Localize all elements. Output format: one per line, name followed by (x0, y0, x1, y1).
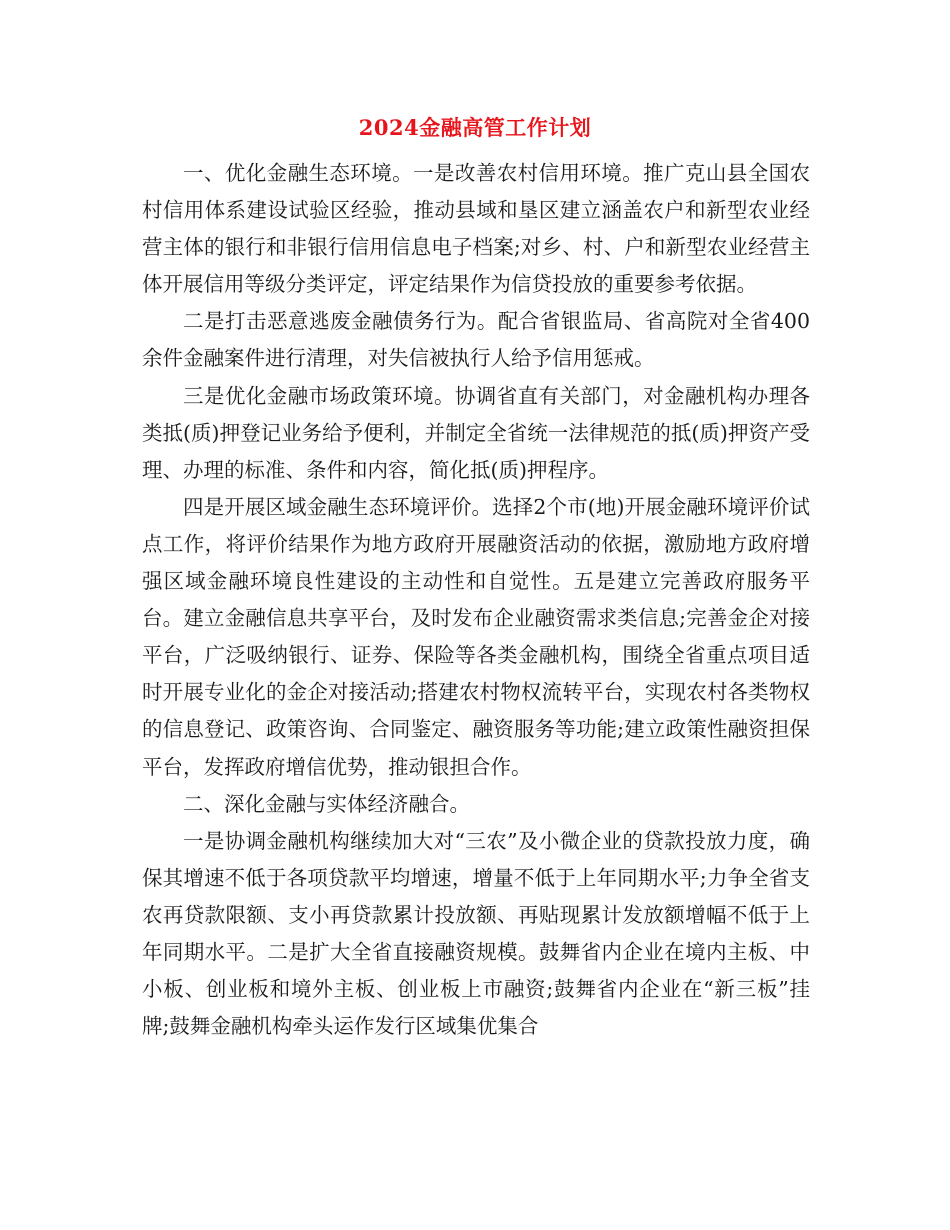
paragraph: 一是协调金融机构继续加大对“三农”及小微企业的贷款投放力度，确保其增速不低于各项贷款平均增速，增量不低于上年同期水平;力争全省支农再贷款限额、支小再贷款累计投放额、再贴现累计发放额增幅不低于上年同期水平。二是扩大全省直接融资规模。鼓舞省内企业在境内主板、中小板、创业板和境外主板、创业板上市融资;鼓舞省内企业在“新三板”挂牌;鼓舞金融机构牵头运作发行区域集优集合 (142, 828, 810, 1039)
paragraph: 四是开展区域金融生态环境评价。选择2个市(地)开展金融环境评价试点工作，将评价结果作为地方政府开展融资活动的依据，激励地方政府增强区域金融环境良性建设的主动性和自觉性。五是建立完善政府服务平台。建立金融信息共享平台，及时发布企业融资需求类信息;完善金企对接平台，广泛吸纳银行、证券、保险等各类金融机构，围绕全省重点项目适时开展专业化的金企对接活动;搭建农村物权流转平台，实现农村各类物权的信息登记、政策咨询、合同鉴定、融资服务等功能;建立政策性融资担保平台，发挥政府增信优势，推动银担合作。 (142, 494, 810, 779)
paragraph: 三是优化金融市场政策环境。协调省直有关部门，对金融机构办理各类抵(质)押登记业务给予便利，并制定全省统一法律规范的抵(质)押资产受理、办理的标准、条件和内容，简化抵(质)押程序。 (142, 383, 810, 482)
paragraph: 二是打击恶意逃废金融债务行为。配合省银监局、省高院对全省400余件金融案件进行清理，对失信被执行人给予信用惩戒。 (142, 309, 810, 371)
document-title: 2024金融高管工作计划 (358, 115, 592, 140)
paragraph: 一、优化金融生态环境。一是改善农村信用环境。推广克山县全国农村信用体系建设试验区经验，推动县域和垦区建立涵盖农户和新型农业经营主体的银行和非银行信用信息电子档案;对乡、村、户和新型农业经营主体开展信用等级分类评定，评定结果作为信贷投放的重要参考依据。 (142, 161, 810, 297)
section-heading: 二、深化金融与实体经济融合。 (183, 791, 470, 816)
document-body (142, 155, 810, 1045)
